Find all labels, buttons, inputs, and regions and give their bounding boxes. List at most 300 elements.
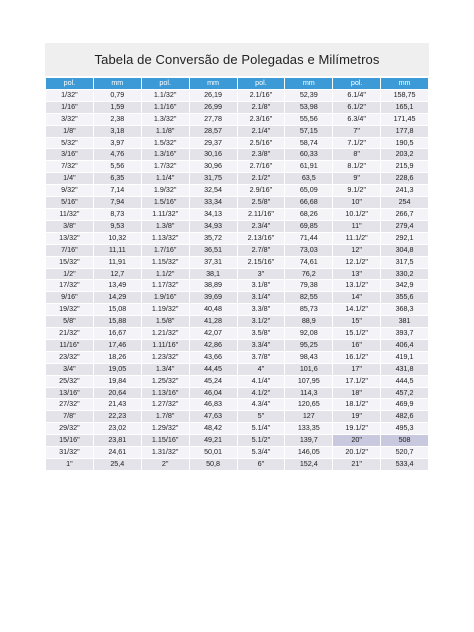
header-mm-3: mm: [285, 78, 333, 90]
cell-inches: 2.5/8": [237, 197, 285, 209]
table-row: [46, 208, 429, 220]
cell-inches: 1.31/32": [141, 447, 189, 459]
cell-inches: 2.1/4": [237, 125, 285, 137]
cell-mm: 34,13: [189, 208, 237, 220]
cell-inches: 1/2": [46, 268, 94, 280]
cell-inches: 4.3/4": [237, 399, 285, 411]
cell-mm: 3,18: [93, 125, 141, 137]
cell-inches: 9/32": [46, 185, 94, 197]
cell-mm: 39,69: [189, 292, 237, 304]
page-title: Tabela de Conversão de Polegadas e Milímetros: [94, 52, 380, 67]
cell-mm: 16,67: [93, 328, 141, 340]
cell-mm: 48,42: [189, 423, 237, 435]
cell-mm: 49,21: [189, 435, 237, 447]
cell-mm: 30,16: [189, 149, 237, 161]
cell-mm: 482,6: [381, 411, 429, 423]
cell-inches: 10": [333, 197, 381, 209]
cell-inches: 20": [333, 435, 381, 447]
cell-mm: 33,34: [189, 197, 237, 209]
cell-mm: 190,5: [381, 137, 429, 149]
table-row: [46, 197, 429, 209]
cell-inches: 1.15/16": [141, 435, 189, 447]
cell-mm: 38,89: [189, 280, 237, 292]
cell-mm: 419,1: [381, 351, 429, 363]
cell-inches: 2.13/16": [237, 232, 285, 244]
cell-inches: 1.9/16": [141, 292, 189, 304]
cell-inches: 1.1/2": [141, 268, 189, 280]
cell-inches: 19.1/2": [333, 423, 381, 435]
cell-mm: 76,2: [285, 268, 333, 280]
cell-mm: 292,1: [381, 232, 429, 244]
table-row: [46, 185, 429, 197]
cell-mm: 11,91: [93, 256, 141, 268]
cell-mm: 50,01: [189, 447, 237, 459]
cell-mm: 50,8: [189, 459, 237, 471]
cell-inches: 2.15/16": [237, 256, 285, 268]
cell-inches: 2.1/2": [237, 173, 285, 185]
table-row: [46, 459, 429, 471]
cell-mm: 30,96: [189, 161, 237, 173]
header-mm-1: mm: [93, 78, 141, 90]
cell-inches: 1/8": [46, 125, 94, 137]
cell-inches: 5.3/4": [237, 447, 285, 459]
cell-inches: 10.1/2": [333, 208, 381, 220]
cell-inches: 1.1/4": [141, 173, 189, 185]
cell-inches: 7": [333, 125, 381, 137]
cell-inches: 17.1/2": [333, 375, 381, 387]
cell-inches: 6.1/2": [333, 101, 381, 113]
cell-mm: 317,5: [381, 256, 429, 268]
cell-mm: 41,28: [189, 316, 237, 328]
table-row: [46, 447, 429, 459]
cell-mm: 85,73: [285, 304, 333, 316]
table-row: [46, 328, 429, 340]
cell-inches: 1.5/16": [141, 197, 189, 209]
cell-mm: 508: [381, 435, 429, 447]
cell-mm: 43,66: [189, 351, 237, 363]
cell-inches: 1.5/32": [141, 137, 189, 149]
cell-inches: 17/32": [46, 280, 94, 292]
cell-inches: 2.1/8": [237, 101, 285, 113]
cell-mm: 241,3: [381, 185, 429, 197]
cell-inches: 2": [141, 459, 189, 471]
cell-inches: 15.1/2": [333, 328, 381, 340]
cell-mm: 23,02: [93, 423, 141, 435]
cell-inches: 7/16": [46, 244, 94, 256]
cell-mm: 1,59: [93, 101, 141, 113]
cell-inches: 1.19/32": [141, 304, 189, 316]
cell-inches: 5": [237, 411, 285, 423]
cell-mm: 7,94: [93, 197, 141, 209]
cell-inches: 1.21/32": [141, 328, 189, 340]
cell-mm: 0,79: [93, 89, 141, 101]
cell-mm: 66,68: [285, 197, 333, 209]
table-row: [46, 125, 429, 137]
cell-inches: 3.3/4": [237, 339, 285, 351]
table-row: [46, 423, 429, 435]
cell-inches: 9/16": [46, 292, 94, 304]
cell-mm: 7,14: [93, 185, 141, 197]
cell-mm: 5,56: [93, 161, 141, 173]
cell-inches: 2.3/8": [237, 149, 285, 161]
cell-mm: 45,24: [189, 375, 237, 387]
table-row: [46, 173, 429, 185]
cell-inches: 11": [333, 220, 381, 232]
cell-inches: 3/4": [46, 363, 94, 375]
cell-inches: 31/32": [46, 447, 94, 459]
cell-mm: 44,45: [189, 363, 237, 375]
cell-inches: 1.15/32": [141, 256, 189, 268]
cell-mm: 11,11: [93, 244, 141, 256]
table-row: [46, 244, 429, 256]
cell-inches: 1.7/8": [141, 411, 189, 423]
cell-inches: 29/32": [46, 423, 94, 435]
cell-inches: 1.3/4": [141, 363, 189, 375]
table-row: [46, 435, 429, 447]
cell-inches: 9": [333, 173, 381, 185]
cell-inches: 1.25/32": [141, 375, 189, 387]
cell-mm: 82,55: [285, 292, 333, 304]
cell-inches: 1.3/8": [141, 220, 189, 232]
cell-mm: 171,45: [381, 113, 429, 125]
table-row: [46, 339, 429, 351]
cell-inches: 21": [333, 459, 381, 471]
cell-mm: 8,73: [93, 208, 141, 220]
cell-mm: 60,33: [285, 149, 333, 161]
cell-inches: 1": [46, 459, 94, 471]
cell-inches: 11.1/2": [333, 232, 381, 244]
cell-inches: 1.17/32": [141, 280, 189, 292]
cell-inches: 1/32": [46, 89, 94, 101]
cell-mm: 406,4: [381, 339, 429, 351]
header-pol-1: pol.: [46, 78, 94, 90]
cell-mm: 495,3: [381, 423, 429, 435]
cell-mm: 68,26: [285, 208, 333, 220]
table-row: [46, 149, 429, 161]
table-row: [46, 268, 429, 280]
table-row: [46, 411, 429, 423]
cell-inches: 16": [333, 339, 381, 351]
cell-mm: 152,4: [285, 459, 333, 471]
header-row: [46, 78, 429, 90]
cell-mm: 215,9: [381, 161, 429, 173]
cell-inches: 4.1/4": [237, 375, 285, 387]
cell-inches: 2.7/16": [237, 161, 285, 173]
cell-inches: 3.5/8": [237, 328, 285, 340]
cell-mm: 165,1: [381, 101, 429, 113]
cell-mm: 10,32: [93, 232, 141, 244]
cell-inches: 7/8": [46, 411, 94, 423]
header-pol-2: pol.: [141, 78, 189, 90]
cell-mm: 279,4: [381, 220, 429, 232]
cell-inches: 2.3/4": [237, 220, 285, 232]
cell-inches: 1.3/32": [141, 113, 189, 125]
cell-inches: 13/32": [46, 232, 94, 244]
cell-inches: 14.1/2": [333, 304, 381, 316]
cell-inches: 14": [333, 292, 381, 304]
cell-inches: 13.1/2": [333, 280, 381, 292]
title-banner: [45, 43, 429, 76]
cell-inches: 2.5/16": [237, 137, 285, 149]
cell-mm: 114,3: [285, 387, 333, 399]
cell-inches: 27/32": [46, 399, 94, 411]
cell-mm: 393,7: [381, 328, 429, 340]
cell-inches: 5.1/2": [237, 435, 285, 447]
cell-inches: 1.13/32": [141, 232, 189, 244]
cell-mm: 14,29: [93, 292, 141, 304]
cell-inches: 3.3/8": [237, 304, 285, 316]
cell-mm: 36,51: [189, 244, 237, 256]
cell-inches: 2.1/16": [237, 89, 285, 101]
cell-inches: 2.7/8": [237, 244, 285, 256]
cell-mm: 520,7: [381, 447, 429, 459]
cell-mm: 57,15: [285, 125, 333, 137]
cell-mm: 71,44: [285, 232, 333, 244]
cell-mm: 228,6: [381, 173, 429, 185]
cell-inches: 5/16": [46, 197, 94, 209]
cell-mm: 42,86: [189, 339, 237, 351]
cell-mm: 139,7: [285, 435, 333, 447]
cell-mm: 26,19: [189, 89, 237, 101]
table-row: [46, 232, 429, 244]
cell-mm: 47,63: [189, 411, 237, 423]
cell-inches: 3/16": [46, 149, 94, 161]
cell-inches: 9.1/2": [333, 185, 381, 197]
header-mm-2: mm: [189, 78, 237, 90]
cell-inches: 3.1/2": [237, 316, 285, 328]
cell-inches: 25/32": [46, 375, 94, 387]
cell-mm: 17,46: [93, 339, 141, 351]
cell-inches: 6": [237, 459, 285, 471]
cell-mm: 127: [285, 411, 333, 423]
cell-mm: 29,37: [189, 137, 237, 149]
cell-inches: 1/4": [46, 173, 94, 185]
cell-inches: 1/16": [46, 101, 94, 113]
cell-mm: 177,8: [381, 125, 429, 137]
cell-mm: 533,4: [381, 459, 429, 471]
cell-mm: 107,95: [285, 375, 333, 387]
cell-inches: 1.27/32": [141, 399, 189, 411]
cell-inches: 1.1/32": [141, 89, 189, 101]
cell-inches: 12": [333, 244, 381, 256]
cell-inches: 5.1/4": [237, 423, 285, 435]
header-pol-4: pol.: [333, 78, 381, 90]
cell-inches: 3/32": [46, 113, 94, 125]
cell-mm: 158,75: [381, 89, 429, 101]
cell-inches: 2.11/16": [237, 208, 285, 220]
cell-inches: 17": [333, 363, 381, 375]
cell-mm: 13,49: [93, 280, 141, 292]
cell-inches: 3.7/8": [237, 351, 285, 363]
cell-mm: 46,04: [189, 387, 237, 399]
cell-mm: 22,23: [93, 411, 141, 423]
cell-inches: 7/32": [46, 161, 94, 173]
cell-inches: 15": [333, 316, 381, 328]
cell-mm: 24,61: [93, 447, 141, 459]
table-body: [46, 89, 429, 470]
table-row: [46, 89, 429, 101]
cell-mm: 18,26: [93, 351, 141, 363]
cell-mm: 58,74: [285, 137, 333, 149]
cell-inches: 19/32": [46, 304, 94, 316]
cell-mm: 20,64: [93, 387, 141, 399]
table-row: [46, 292, 429, 304]
cell-mm: 28,57: [189, 125, 237, 137]
cell-mm: 74,61: [285, 256, 333, 268]
cell-mm: 444,5: [381, 375, 429, 387]
cell-inches: 1.9/32": [141, 185, 189, 197]
cell-mm: 101,6: [285, 363, 333, 375]
cell-inches: 5/8": [46, 316, 94, 328]
cell-inches: 1.29/32": [141, 423, 189, 435]
cell-inches: 2.3/16": [237, 113, 285, 125]
cell-mm: 2,38: [93, 113, 141, 125]
cell-mm: 26,99: [189, 101, 237, 113]
cell-mm: 92,08: [285, 328, 333, 340]
table-row: [46, 113, 429, 125]
cell-mm: 65,09: [285, 185, 333, 197]
cell-mm: 79,38: [285, 280, 333, 292]
cell-inches: 11/16": [46, 339, 94, 351]
cell-mm: 61,91: [285, 161, 333, 173]
cell-mm: 38,1: [189, 268, 237, 280]
cell-inches: 5/32": [46, 137, 94, 149]
cell-mm: 25,4: [93, 459, 141, 471]
cell-mm: 457,2: [381, 387, 429, 399]
cell-inches: 1.5/8": [141, 316, 189, 328]
table-row: [46, 316, 429, 328]
cell-mm: 88,9: [285, 316, 333, 328]
cell-mm: 4,76: [93, 149, 141, 161]
table-row: [46, 363, 429, 375]
table-row: [46, 161, 429, 173]
header-mm-4: mm: [381, 78, 429, 90]
cell-inches: 15/16": [46, 435, 94, 447]
cell-mm: 21,43: [93, 399, 141, 411]
table-row: [46, 387, 429, 399]
cell-mm: 19,84: [93, 375, 141, 387]
cell-inches: 6.3/4": [333, 113, 381, 125]
table-row: [46, 101, 429, 113]
cell-mm: 342,9: [381, 280, 429, 292]
cell-inches: 13/16": [46, 387, 94, 399]
cell-inches: 12.1/2": [333, 256, 381, 268]
table-row: [46, 256, 429, 268]
cell-inches: 7.1/2": [333, 137, 381, 149]
cell-mm: 3,97: [93, 137, 141, 149]
cell-inches: 6.1/4": [333, 89, 381, 101]
table-row: [46, 375, 429, 387]
cell-inches: 1.7/32": [141, 161, 189, 173]
cell-mm: 254: [381, 197, 429, 209]
cell-mm: 133,35: [285, 423, 333, 435]
cell-inches: 1.13/16": [141, 387, 189, 399]
table-row: [46, 304, 429, 316]
conversion-table-container: [45, 77, 429, 471]
table-row: [46, 220, 429, 232]
cell-mm: 431,8: [381, 363, 429, 375]
cell-inches: 1.11/32": [141, 208, 189, 220]
conversion-table: [45, 77, 429, 471]
cell-inches: 3.1/4": [237, 292, 285, 304]
cell-mm: 203,2: [381, 149, 429, 161]
cell-mm: 12,7: [93, 268, 141, 280]
cell-inches: 18": [333, 387, 381, 399]
cell-mm: 355,6: [381, 292, 429, 304]
cell-mm: 98,43: [285, 351, 333, 363]
cell-mm: 42,07: [189, 328, 237, 340]
cell-mm: 40,48: [189, 304, 237, 316]
cell-mm: 69,85: [285, 220, 333, 232]
cell-inches: 1.3/16": [141, 149, 189, 161]
cell-mm: 46,83: [189, 399, 237, 411]
cell-mm: 304,8: [381, 244, 429, 256]
cell-mm: 368,3: [381, 304, 429, 316]
cell-inches: 16.1/2": [333, 351, 381, 363]
cell-mm: 381: [381, 316, 429, 328]
cell-inches: 19": [333, 411, 381, 423]
cell-inches: 8.1/2": [333, 161, 381, 173]
cell-inches: 15/32": [46, 256, 94, 268]
cell-mm: 120,65: [285, 399, 333, 411]
cell-mm: 15,88: [93, 316, 141, 328]
cell-inches: 3.1/8": [237, 280, 285, 292]
cell-inches: 2.9/16": [237, 185, 285, 197]
cell-inches: 1.11/16": [141, 339, 189, 351]
cell-mm: 6,35: [93, 173, 141, 185]
table-row: [46, 351, 429, 363]
cell-mm: 146,05: [285, 447, 333, 459]
cell-mm: 34,93: [189, 220, 237, 232]
cell-inches: 3": [237, 268, 285, 280]
cell-mm: 23,81: [93, 435, 141, 447]
cell-mm: 9,53: [93, 220, 141, 232]
cell-inches: 13": [333, 268, 381, 280]
table-row: [46, 399, 429, 411]
cell-inches: 1.1/8": [141, 125, 189, 137]
cell-inches: 3/8": [46, 220, 94, 232]
cell-inches: 20.1/2": [333, 447, 381, 459]
cell-mm: 469,9: [381, 399, 429, 411]
table-row: [46, 137, 429, 149]
cell-mm: 32,54: [189, 185, 237, 197]
cell-mm: 31,75: [189, 173, 237, 185]
cell-inches: 11/32": [46, 208, 94, 220]
cell-inches: 1.1/16": [141, 101, 189, 113]
header-pol-3: pol.: [237, 78, 285, 90]
table-row: [46, 280, 429, 292]
cell-inches: 4.1/2": [237, 387, 285, 399]
cell-mm: 35,72: [189, 232, 237, 244]
cell-mm: 52,39: [285, 89, 333, 101]
cell-mm: 63,5: [285, 173, 333, 185]
cell-mm: 330,2: [381, 268, 429, 280]
cell-inches: 21/32": [46, 328, 94, 340]
cell-mm: 27,78: [189, 113, 237, 125]
cell-mm: 266,7: [381, 208, 429, 220]
cell-inches: 4": [237, 363, 285, 375]
cell-mm: 19,05: [93, 363, 141, 375]
cell-mm: 95,25: [285, 339, 333, 351]
cell-inches: 1.23/32": [141, 351, 189, 363]
cell-mm: 73,03: [285, 244, 333, 256]
cell-mm: 55,56: [285, 113, 333, 125]
cell-inches: 23/32": [46, 351, 94, 363]
cell-mm: 37,31: [189, 256, 237, 268]
cell-inches: 1.7/16": [141, 244, 189, 256]
cell-mm: 53,98: [285, 101, 333, 113]
cell-mm: 15,08: [93, 304, 141, 316]
